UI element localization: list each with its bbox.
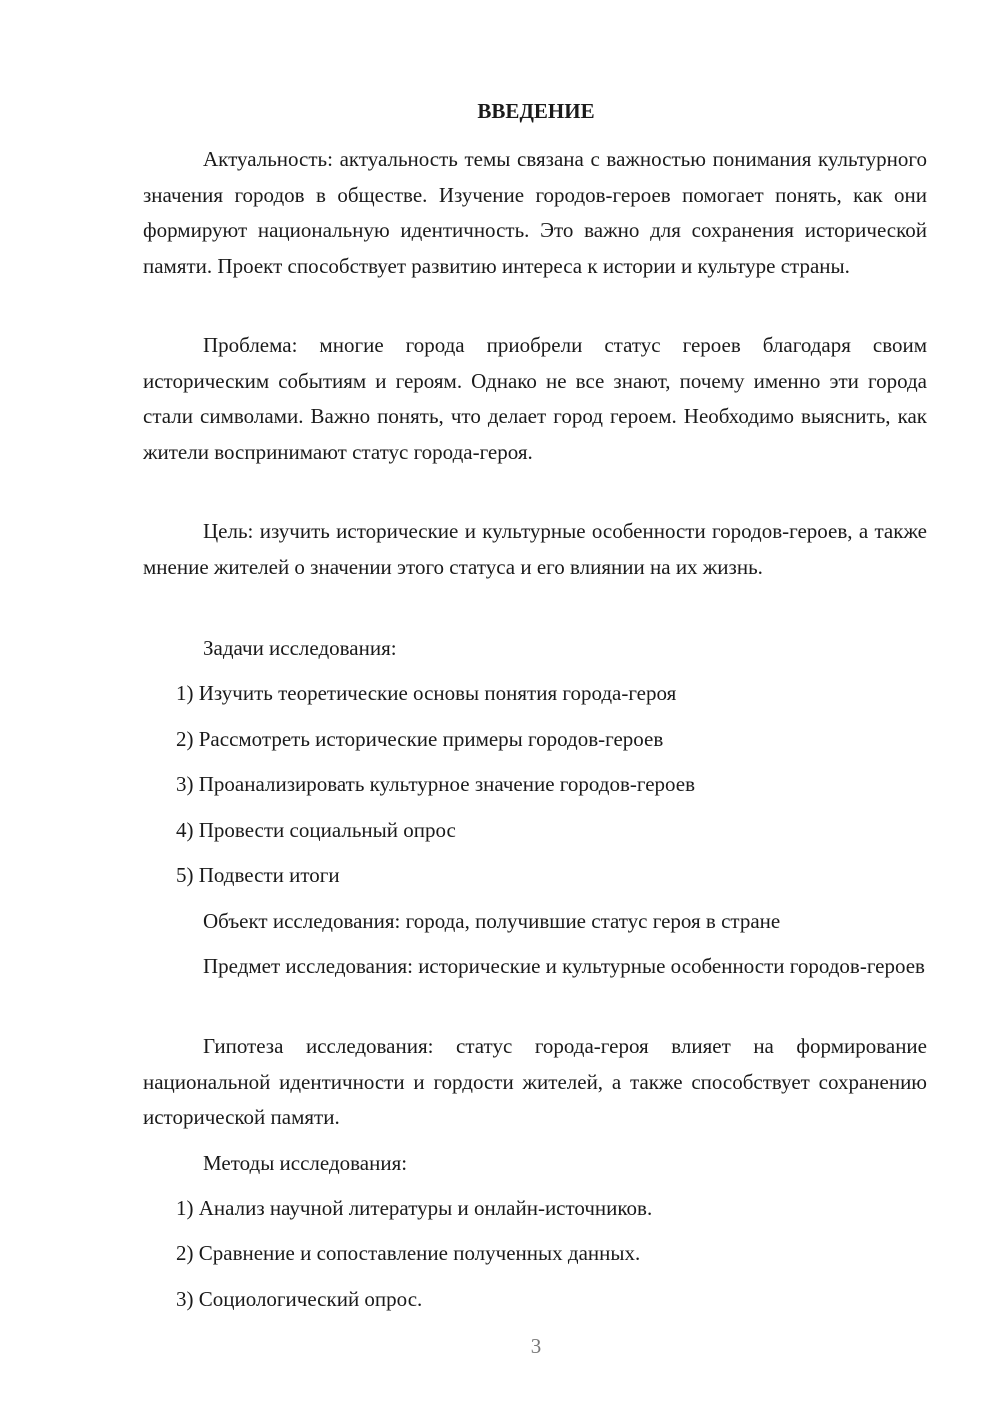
method-item: 3) Социологический опрос. bbox=[176, 1287, 423, 1311]
task-item: 5) Подвести итоги bbox=[176, 863, 340, 887]
relevance-paragraph: Актуальность: актуальность темы связана с важностью понимания культурного значения городов в обществе. Изучение городов-героев помогает понять, как они формируют национальную идентичность. Это важно для сохранения исторической памяти. Проект способствует развитию интереса к истории и культуре страны. bbox=[143, 147, 927, 278]
subject-paragraph: Предмет исследования: исторические и культурные особенности городов-героев bbox=[203, 954, 925, 978]
task-item: 2) Рассмотреть исторические примеры городов-героев bbox=[176, 727, 664, 751]
task-item: 4) Провести социальный опрос bbox=[176, 818, 456, 842]
method-item: 2) Сравнение и сопоставление полученных данных. bbox=[176, 1241, 641, 1265]
method-item: 1) Анализ научной литературы и онлайн-источников. bbox=[176, 1196, 653, 1220]
page-number: 3 bbox=[530, 1334, 542, 1358]
task-item: 3) Проанализировать культурное значение городов-героев bbox=[176, 772, 696, 796]
task-item: 1) Изучить теоретические основы понятия города-героя bbox=[176, 681, 677, 705]
object-line: Объект исследования: города, получившие статус героя в стране bbox=[203, 909, 781, 933]
goal-paragraph: Цель: изучить исторические и культурные особенности городов-героев, а также мнение жителей о значении этого статуса и его влиянии на их жизнь. bbox=[143, 519, 927, 579]
methods-title: Методы исследования: bbox=[203, 1151, 408, 1175]
problem-paragraph: Проблема: многие города приобрели статус героев благодаря своим историческим событиям и героям. Однако не все знают, почему именно эти города стали символами. Важно понять, что делает город героем. Необходимо выяснить, как жители воспринимают статус города-героя. bbox=[143, 333, 927, 464]
tasks-title: Задачи исследования: bbox=[203, 636, 397, 660]
page-title: ВВЕДЕНИЕ bbox=[477, 99, 595, 123]
hypothesis-paragraph: Гипотеза исследования: статус города-героя влияет на формирование национальной идентичности и гордости жителей, а также способствует сохранению исторической памяти. bbox=[143, 1034, 927, 1129]
